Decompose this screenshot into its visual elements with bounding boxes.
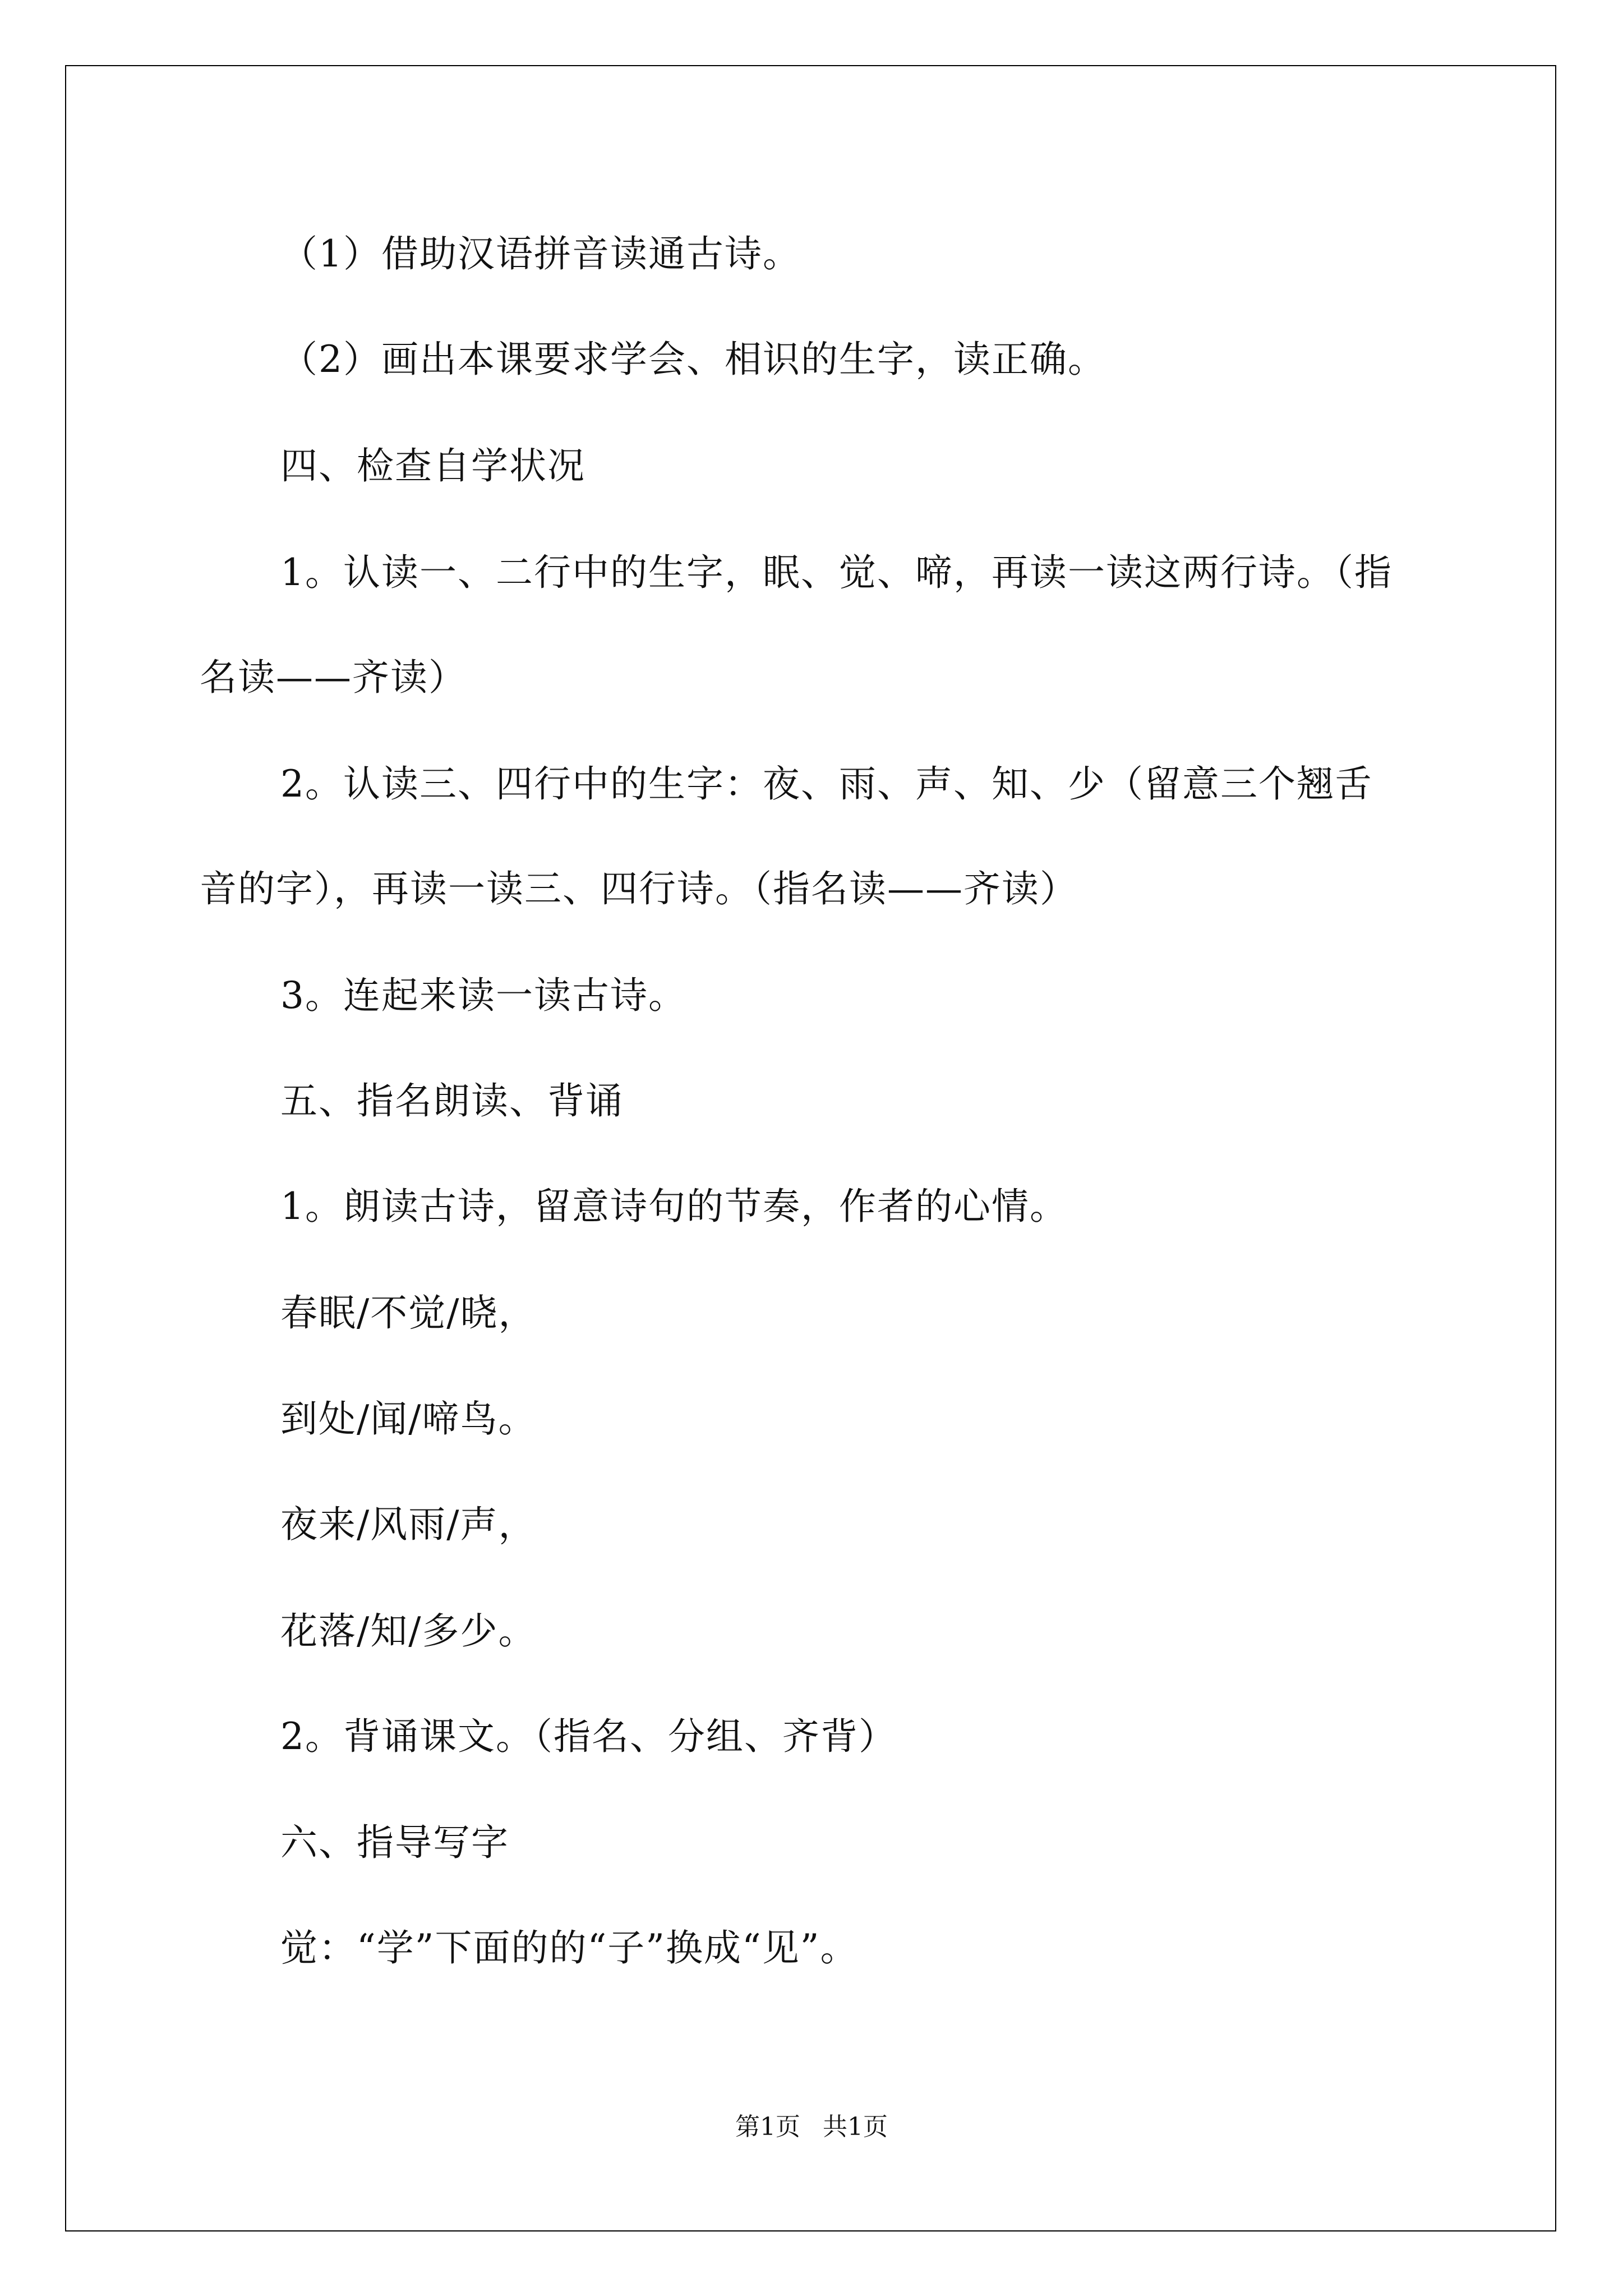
paragraph-1: （1）借助汉语拼音读通古诗。 xyxy=(280,232,801,275)
page-footer xyxy=(0,2106,1623,2142)
paragraph-6: 1。朗读古诗，留意诗句的节奏，作者的心情。 xyxy=(280,1185,1068,1228)
page-border xyxy=(65,65,1556,2231)
poem-line-2: 到处/闻/啼鸟。 xyxy=(280,1397,537,1441)
paragraph-7: 2。背诵课文。（指名、分组、齐背） xyxy=(280,1715,897,1758)
page-number: 第1页 xyxy=(735,2113,800,2141)
paragraph-2: （2）画出本课要求学会、相识的生字，读正确。 xyxy=(280,338,1106,381)
paragraph-5: 3。连起来读一读古诗。 xyxy=(280,974,686,1017)
paragraph-3: 1。认读一、二行中的生字，眠、觉、啼，再读一读这两行诗。（指 xyxy=(280,551,1393,594)
poem-line-1: 春眠/不觉/晓， xyxy=(280,1291,537,1335)
section-heading-4: 四、检查自学状况 xyxy=(280,444,585,487)
section-heading-6: 六、指导写字 xyxy=(280,1821,509,1864)
poem-line-4: 花落/知/多少。 xyxy=(280,1609,537,1653)
paragraph-3-cont: 名读——齐读） xyxy=(200,656,467,699)
paragraph-4: 2。认读三、四行中的生字：夜、雨、声、知、少（留意三个翘舌 xyxy=(280,762,1373,806)
paragraph-8: 觉：“学”下面的的“子”换成“见”。 xyxy=(280,1926,859,1970)
poem-line-3: 夜来/风雨/声， xyxy=(280,1503,537,1546)
section-heading-5: 五、指名朗读、背诵 xyxy=(280,1079,624,1122)
page-total: 共1页 xyxy=(823,2113,888,2141)
paragraph-4-cont: 音的字），再读一读三、四行诗。（指名读——齐读） xyxy=(200,867,1078,910)
